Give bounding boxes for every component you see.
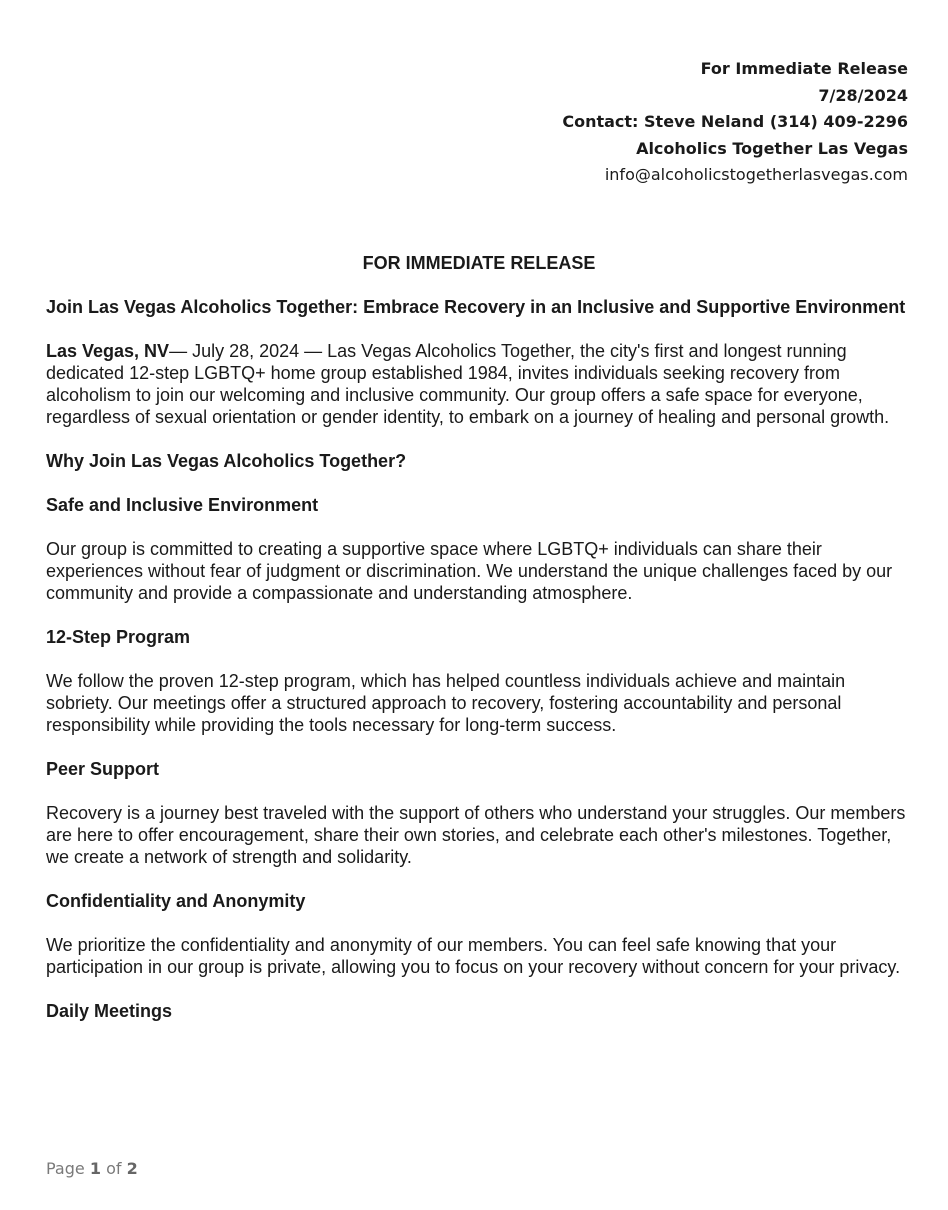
section-text: Our group is committed to creating a supportive space where LGBTQ+ individuals can share their experiences without fear of judgment or discrimination. We understand the unique challenges faced by our community and provide a compassionate and understanding atmosphere. (46, 539, 893, 603)
release-title: FOR IMMEDIATE RELEASE (362, 253, 596, 273)
dateline: Las Vegas, NV (46, 341, 170, 361)
document-body (46, 252, 912, 1044)
release-header (562, 56, 908, 189)
headline: Join Las Vegas Alcoholics Together: Embrace Recovery in an Inclusive and Supportive Environment (46, 297, 906, 317)
page-word: Page (46, 1159, 85, 1178)
daily-meetings-heading: Daily Meetings (46, 1001, 173, 1021)
section-text: Recovery is a journey best traveled with the support of others who understand your struggles. Our members are here to offer encouragement, share their own stories, and celebrate each other's milestones. Together, we create a network of strength and solidarity. (46, 803, 906, 867)
release-label-top: For Immediate Release (700, 59, 908, 78)
section-heading: 12-Step Program (46, 627, 191, 647)
section-heading: Confidentiality and Anonymity (46, 891, 306, 911)
contact-line: Contact: Steve Neland (314) 409-2296 (562, 112, 908, 131)
page-number (46, 1159, 138, 1178)
why-heading: Why Join Las Vegas Alcoholics Together? (46, 451, 407, 471)
release-date: 7/28/2024 (818, 85, 908, 105)
section-heading: Peer Support (46, 759, 160, 779)
intro-text: — July 28, 2024 — Las Vegas Alcoholics Together, the city's first and longest running dedicated 12-step LGBTQ+ home group established 1984, invites individuals seeking recovery from alcoholism to join our welcoming and inclusive community. Our group offers a safe space for everyone, regardless of sexual orientation or gender identity, to embark on a journey of healing and personal growth. (46, 341, 890, 427)
total-pages: 2 (126, 1159, 138, 1178)
section-text: We follow the proven 12-step program, which has helped countless individuals achieve and maintain sobriety. Our meetings offer a structured approach to recovery, fostering accountability and personal responsibility while providing the tools necessary for long-term success. (46, 671, 846, 735)
of-word: of (106, 1159, 122, 1178)
section-heading: Safe and Inclusive Environment (46, 495, 319, 515)
current-page: 1 (89, 1159, 101, 1178)
intro-paragraph (46, 340, 912, 428)
organization-name: Alcoholics Together Las Vegas (636, 138, 908, 158)
contact-email: info@alcoholicstogetherlasvegas.com (604, 165, 908, 184)
section-text: We prioritize the confidentiality and anonymity of our members. You can feel safe knowing that your participation in our group is private, allowing you to focus on your recovery without concern for your privacy. (46, 935, 901, 977)
